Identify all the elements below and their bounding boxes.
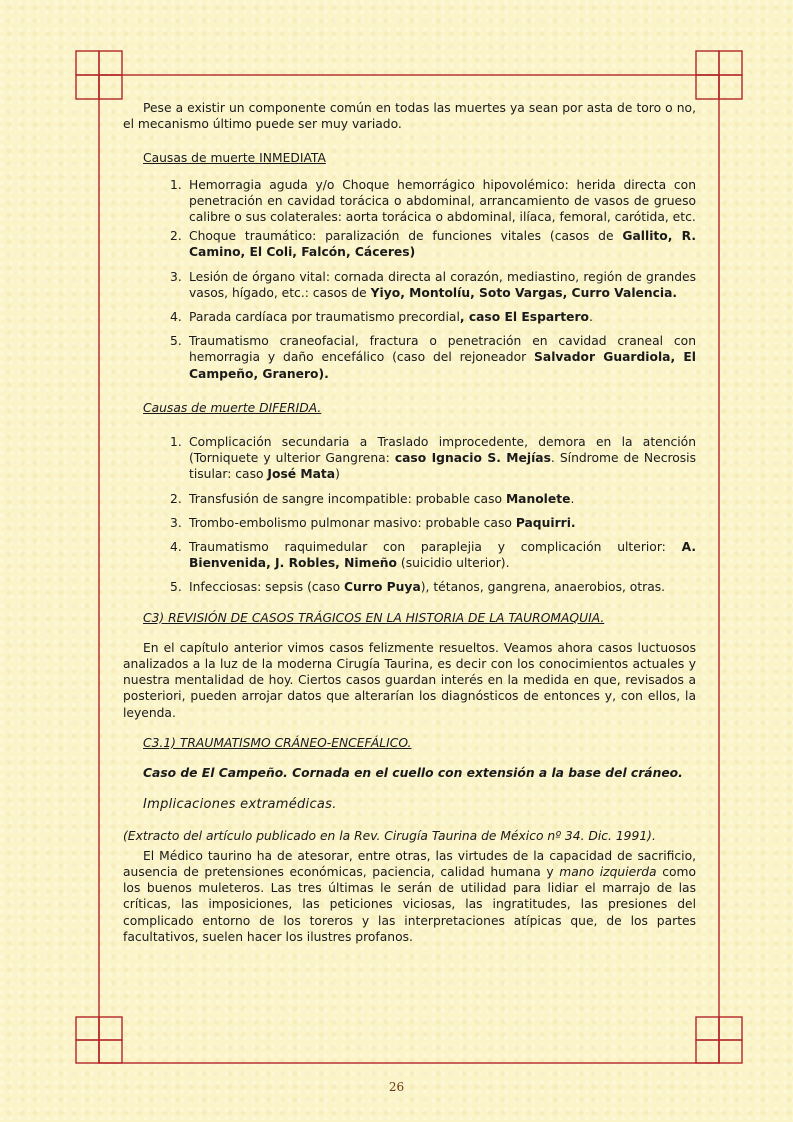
section-c31-heading: C3.1) TRAUMATISMO CRÁNEO-ENCEFÁLICO. [143,735,412,750]
immediate-causes-heading: Causas de muerte INMEDIATA [143,151,326,166]
immediate-causes-list [123,177,696,382]
section-c3-heading: C3) REVISIÓN DE CASOS TRÁGICOS EN LA HISTORIA DE LA TAUROMAQUIA. [143,610,605,625]
deferred-causes-list [123,434,696,596]
intro-paragraph: Pese a existir un componente común en todas las muertes ya sean por asta de toro o no, el mecanismo último puede ser muy variado. [123,101,696,132]
list-item: 1. Complicación secundaria a Traslado improcedente, demora en la atención (Torniquete y ulterior Gangrena: caso Ignacio S. Mejías. Síndrome de Necrosis tisular: caso José Mata) [170,435,696,482]
deferred-causes-heading: Causas de muerte DIFERIDA. [143,400,322,415]
list-item: 5. Traumatismo craneofacial, fractura o penetración en cavidad craneal con hemorragia y daño encefálico (caso del rejoneador Salvador Guardiola, El Campeño, Granero). [170,334,696,381]
list-item: 2. Transfusión de sangre incompatible: probable caso Manolete. [170,491,575,506]
list-item: 1. Hemorragia aguda y/o Choque hemorrágico hipovolémico: herida directa con penetración en cavidad torácica o abdominal, arrancamiento de vasos de grueso calibre o sus colaterales: aorta torácica o abdominal, ilíaca, femoral, carótida, etc. [170,177,696,225]
final-paragraph: El Médico taurino ha de atesorar, entre otras, las virtudes de la capacidad de sacrificio, ausencia de pretensiones económicas, paciencia, calidad humana y mano izquierda como los buenos muleteros. Las tres últimas le serán de utilidad para lidiar el marrajo de las críticas, las imposiciones, las peticiones viciosas, las ingratitudes, las presiones del complicado entorno de los toreros y las interpretaciones atípicas que, de los partes facultativos, suelen hacer los ilustres profanos. [123,848,697,944]
list-item: 2. Choque traumático: paralización de funciones vitales (casos de Gallito, R. Camino, El Coli, Falcón, Cáceres) [170,229,697,260]
list-item: 5. Infecciosas: sepsis (caso Curro Puya), tétanos, gangrena, anaerobios, otras. [170,580,666,595]
page-number: 26 [388,1080,405,1094]
c3-paragraph: En el capítulo anterior vimos casos felizmente resueltos. Veamos ahora casos luctuosos analizados a la luz de la moderna Cirugía Taurina, es decir con los conocimientos actuales y nuestra mentalidad de hoy. Ciertos casos guardan interés en la medida en que, revisados a posteriori, pueden arrojar datos que alterarían los diagnósticos de entonces y, con ellos, la leyenda. [123,640,696,720]
page-content [123,100,696,945]
case-title: Caso de El Campeño. Cornada en el cuello con extensión a la base del cráneo. [143,766,683,781]
implications-heading: Implicaciones extramédicas. [143,797,337,813]
extract-note: (Extracto del artículo publicado en la Rev. Cirugía Taurina de México nº 34. Dic. 1991). [123,828,656,843]
list-item: 3. Trombo-embolismo pulmonar masivo: probable caso Paquirri. [170,515,576,530]
list-item: 4. Parada cardíaca por traumatismo precordial, caso El Espartero. [170,310,593,325]
list-item: 4. Traumatismo raquimedular con paraplejia y complicación ulterior: A. Bienvenida, J. Robles, Nimeño (suicidio ulterior). [170,540,696,571]
list-item: 3. Lesión de órgano vital: cornada directa al corazón, mediastino, región de grandes vasos, hígado, etc.: casos de Yiyo, Montolíu, Soto Vargas, Curro Valencia. [170,269,696,300]
